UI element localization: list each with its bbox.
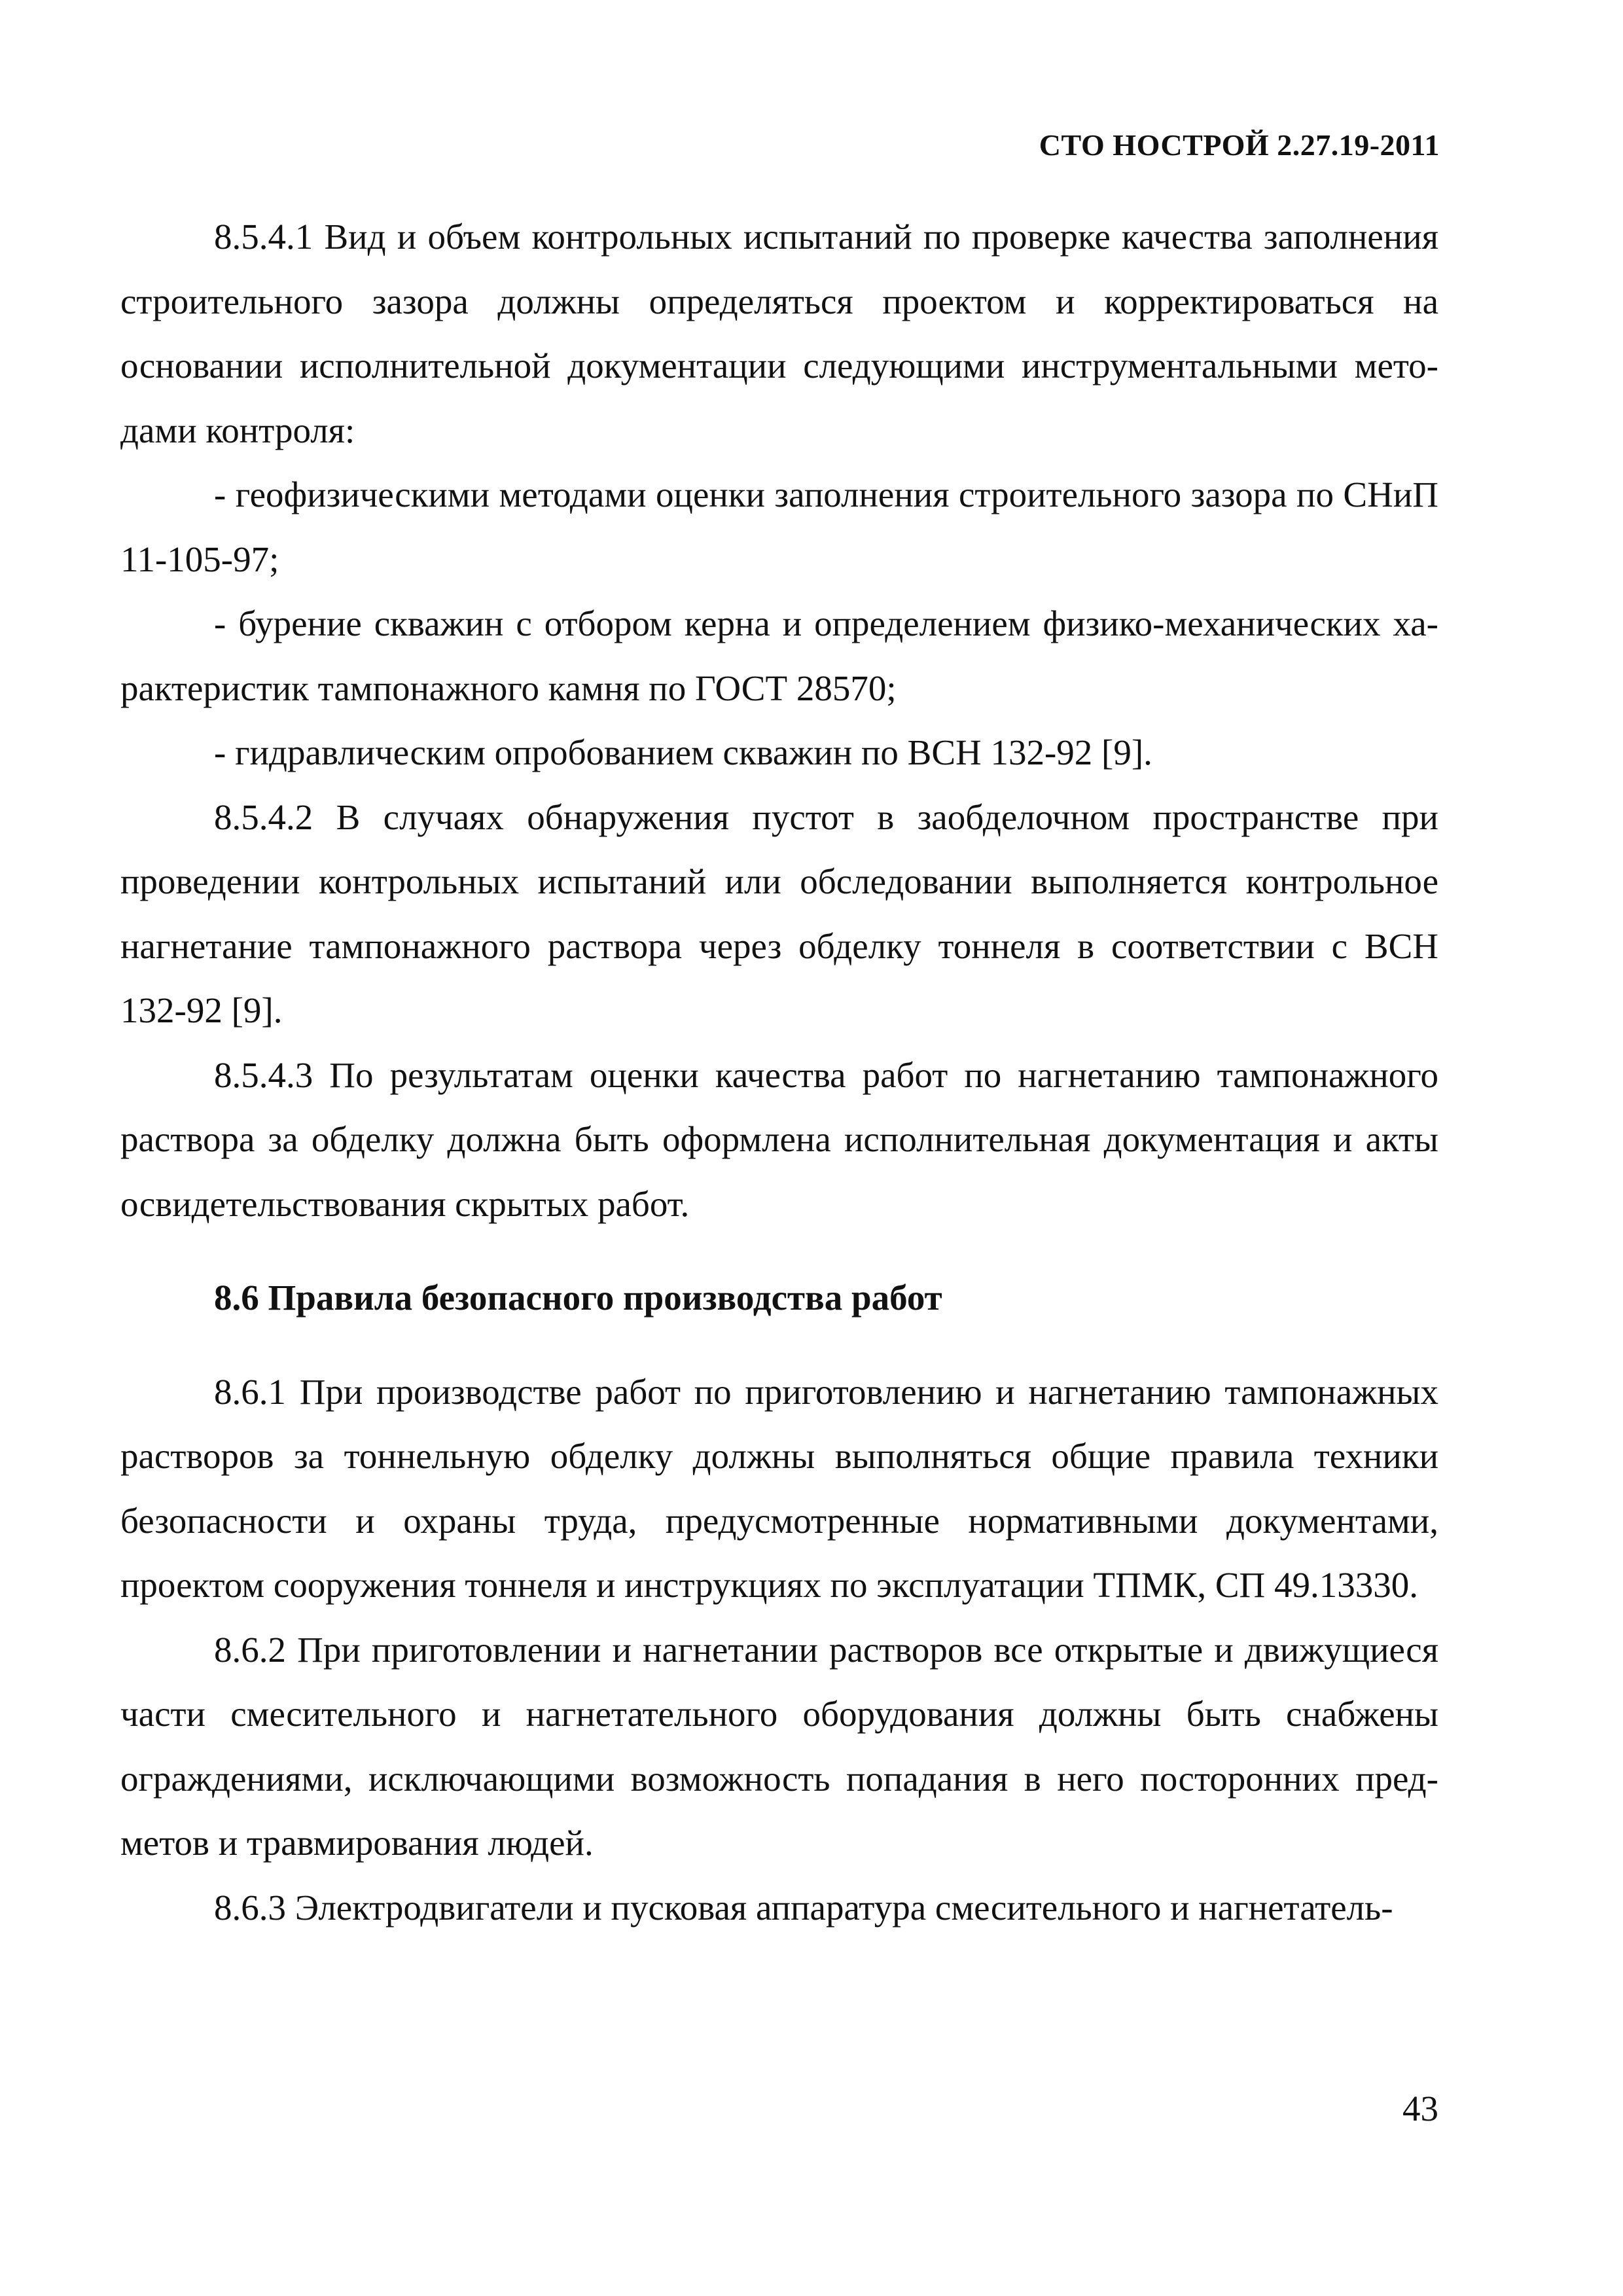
paragraph-8-5-4-2: 8.5.4.2 В случаях обнаружения пустот в заобделочном пространстве при проведении контрольных испытаний или обследовании выполняется контрольное нагнетание тампонажного раствора через обделку тоннеля в соответствии с ВСН 132-92 [9]. (120, 797, 1438, 1030)
paragraph-8-6-1: 8.6.1 При производстве работ по приготовлению и нагнетанию тампонажных растворов за тоннельную обделку должны выполняться общие правила техники безопасности и охраны труда, предусмотренные нормативными документами, проектом сооружения тоннеля и инструкциях по эксплуатации ТПМК, СП 49.13330. (120, 1371, 1438, 1605)
document-body (120, 205, 1438, 1940)
page-number: 43 (1402, 2089, 1438, 2128)
paragraph-8-6-2: 8.6.2 При приготовлении и нагнетании растворов все открытые и движущиеся части смесительного и нагнетательного оборудования должны быть снабжены ограждениями, исключающими возможность попадания в него посторонних предметов и травмирования людей. (120, 1629, 1438, 1863)
section-heading-8-6: 8.6 Правила безопасного производства работ (214, 1278, 942, 1318)
paragraph-8-6-3: 8.6.3 Электродвигатели и пусковая аппаратура смесительного и нагнетатель- (214, 1887, 1393, 1928)
list-item-hydraulic-testing: - гидравлическим опробованием скважин по ВСН 132-92 [9]. (214, 732, 1152, 772)
list-item-geophysical-methods: - геофизическими методами оценки заполнения строительного зазора по СНиП 11-105-97; (120, 475, 1438, 579)
paragraph-8-5-4-3: 8.5.4.3 По результатам оценки качества работ по нагнетанию тампонажного раствора за обделку должна быть оформлена исполнительная документация и акты освидетельствования скрытых работ. (120, 1054, 1438, 1224)
paragraph-8-5-4-1: 8.5.4.1 Вид и объем контрольных испытаний по проверке качества заполнения строительного зазора должны определяться проектом и корректироваться на основании исполнительной документации следующими инструментальными методами контроля: (120, 217, 1438, 450)
document-code-header: СТО НОСТРОЙ 2.27.19-2011 (1039, 128, 1440, 162)
list-item-core-drilling: - бурение скважин с отбором керна и определением физико-механических характеристик тампонажного камня по ГОСТ 28570; (120, 603, 1438, 708)
